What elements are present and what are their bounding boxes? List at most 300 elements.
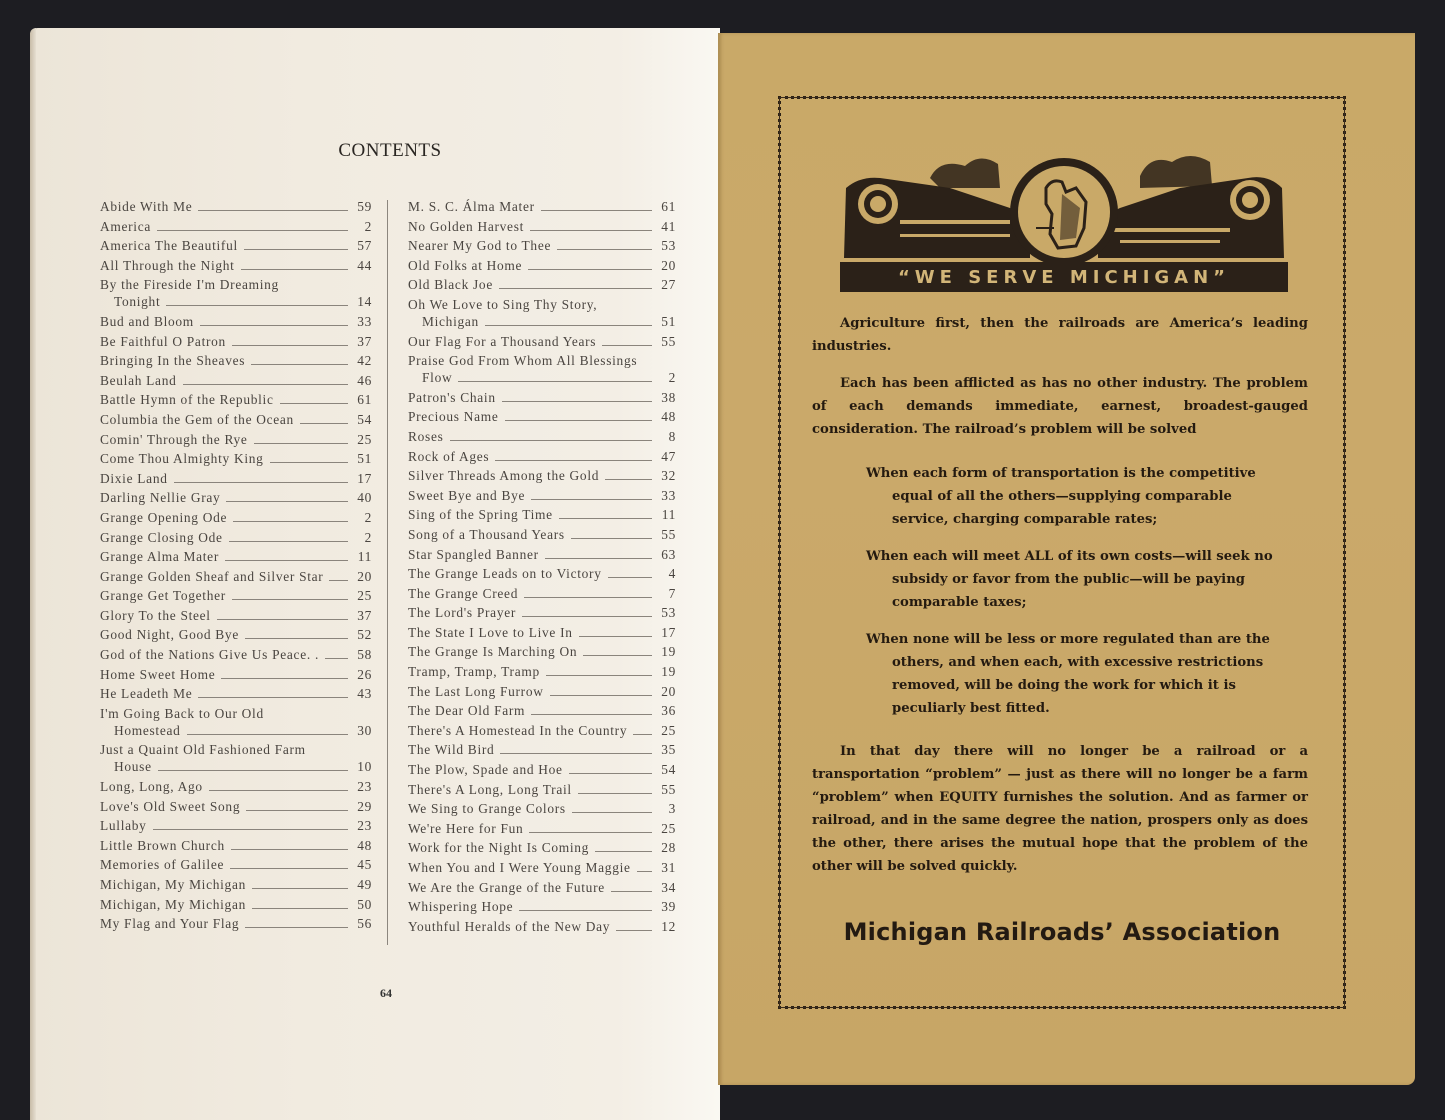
entry-title: Praise God From Whom All Blessings [408,353,638,369]
entry-title: Grange Alma Mater [100,549,219,565]
entry-page-number: 47 [661,448,676,464]
entry-title: Rock of Ages [408,448,490,464]
contents-entry [100,915,372,932]
entry-title: We Sing to Grange Colors [408,801,566,817]
contents-entry [100,333,372,350]
contents-entry [408,428,676,445]
entry-title: Bringing In the Sheaves [100,353,246,369]
contents-entry [408,487,676,504]
dot-leader [531,499,652,500]
dot-leader [158,770,348,771]
entry-title: The Wild Bird [408,742,495,758]
dot-leader [583,655,652,656]
entry-page-number: 20 [357,568,372,584]
entry-title: Comin' Through the Rye [100,431,248,447]
contents-entry [100,489,372,506]
entry-page-number: 45 [357,857,372,873]
dot-leader [450,440,653,441]
dot-leader [485,325,652,326]
dot-leader [252,908,348,909]
entry-title: Good Night, Good Bye [100,627,239,643]
dot-leader [569,773,652,774]
entry-page-number: 12 [661,918,676,934]
contents-entry [100,470,372,487]
contents-entry [408,585,676,602]
dot-leader [244,249,348,250]
entry-title: The Grange Is Marching On [408,644,578,660]
entry-title: M. S. C. Álma Mater [408,199,535,214]
entry-title: Work for the Night Is Coming [408,840,590,856]
entry-page-number: 40 [357,490,372,506]
contents-entry [100,391,372,408]
entry-page-number: 53 [661,605,676,621]
entry-title: Dixie Land [100,470,168,486]
entry-page-number: 17 [661,624,676,640]
dot-leader [198,697,348,698]
entry-page-number: 43 [357,686,372,702]
entry-title: No Golden Harvest [408,218,525,234]
contents-entry [100,741,372,775]
dot-leader [183,384,349,385]
dot-leader [616,930,652,931]
entry-title: When You and I Were Young Maggie [408,860,631,875]
entry-title: Sweet Bye and Bye [408,487,526,503]
entry-title: There's A Homestead In the Country [408,722,628,738]
entry-page-number: 37 [357,333,372,349]
contents-entry [100,778,372,795]
contents-entry [408,643,676,660]
contents-entry [408,604,676,621]
dot-leader [300,423,348,424]
entry-title: Patron's Chain [408,389,496,405]
entry-page-number: 25 [661,722,676,738]
dot-leader [572,812,652,813]
contents-entry [408,546,676,563]
contents-entry [408,467,676,484]
ad-paragraph-1: Agriculture first, then the railroads are America’s leading industries. [812,316,1308,354]
entry-page-number: 54 [357,411,372,427]
dot-leader [557,249,652,250]
contents-entry [100,817,372,834]
contents-entry [408,722,676,739]
entry-page-number: 48 [661,409,676,425]
contents-entry [100,876,372,893]
dot-leader [505,420,652,421]
entry-title: My Flag and Your Flag [100,916,240,932]
dot-leader [233,521,348,522]
entry-page-number: 48 [357,837,372,853]
contents-entry [100,411,372,428]
entry-title: Youthful Heralds of the New Day [408,918,611,934]
entry-title: Grange Opening Ode [100,509,228,525]
entry-title: Old Folks at Home [408,257,523,273]
entry-title-continued: Flow [422,370,453,386]
entry-title: Nearer My God to Thee [408,238,552,254]
dot-leader [229,541,348,542]
entry-title: Beulah Land [100,372,177,388]
entry-page-number: 31 [661,860,676,875]
entry-title: Precious Name [408,409,499,425]
contents-left-column [100,198,372,935]
entry-title: Grange Golden Sheaf and Silver Star [100,568,324,584]
dot-leader [595,851,652,852]
dot-leader [608,577,652,578]
contents-entry [100,313,372,330]
dot-leader [458,381,652,382]
entry-title: Lullaby [100,818,147,834]
entry-page-number: 63 [661,546,676,562]
dot-leader [245,927,348,928]
entry-page-number: 11 [661,507,676,523]
dot-leader [531,714,652,715]
entry-title: America [100,218,151,234]
contents-entry [100,352,372,369]
entry-page-number: 55 [661,333,676,349]
entry-title-continued: Homestead [114,722,181,738]
dot-leader [198,210,348,211]
contents-entry [408,761,676,778]
dot-leader [559,518,652,519]
entry-page-number: 2 [364,509,372,525]
dot-leader [232,345,348,346]
dot-leader [500,753,652,754]
dot-leader [157,230,348,231]
dot-leader [226,501,348,502]
contents-entry [408,624,676,641]
dot-leader [231,849,348,850]
entry-page-number: 33 [661,487,676,503]
contents-entry [100,198,372,215]
entry-page-number: 25 [357,588,372,604]
entry-page-number: 35 [661,742,676,758]
dot-leader [530,230,652,231]
entry-page-number: 61 [661,199,676,214]
entry-title: Abide With Me [100,199,193,214]
dot-leader [217,619,348,620]
contents-entry [408,218,676,235]
page-number: 64 [380,986,392,1000]
entry-title: Come Thou Almighty King [100,451,264,467]
entry-page-number: 19 [661,644,676,660]
dot-leader [571,538,652,539]
contents-entry [408,781,676,798]
dot-leader [230,868,348,869]
entry-page-number: 25 [357,431,372,447]
contents-entry [100,587,372,604]
entry-title: Glory To the Steel [100,607,211,623]
dot-leader [545,558,652,559]
contents-entry [100,856,372,873]
entry-title: Our Flag For a Thousand Years [408,333,597,349]
entry-title: Sing of the Spring Time [408,507,553,523]
contents-entry [100,607,372,624]
entry-page-number: 61 [357,392,372,408]
condition-2: When each will meet ALL of its own costs—will seek no subsidy or favor from the public—will be paying comparable taxes; [866,549,1273,610]
entry-page-number: 10 [357,759,372,775]
entry-page-number: 23 [357,779,372,795]
ad-paragraph-2: Each has been afflicted as has no other industry. The problem of each demands immediate, earnest, broadest-gauged consideration. The railroad’s problem will be solved [812,376,1308,437]
dot-leader [495,460,652,461]
entry-title: All Through the Night [100,257,235,273]
entry-page-number: 56 [357,916,372,932]
dot-leader [166,305,348,306]
entry-title: Roses [408,428,444,444]
contents-entry [100,666,372,683]
entry-page-number: 55 [661,781,676,797]
entry-page-number: 49 [357,877,372,892]
entry-page-number: 36 [661,703,676,719]
entry-title: Grange Get Together [100,588,226,604]
entry-title: I'm Going Back to Our Old [100,705,264,721]
contents-entry [100,218,372,235]
dot-leader [209,790,348,791]
entry-title: Battle Hymn of the Republic [100,392,274,408]
ad-paragraph-3: In that day there will no longer be a railroad or a transportation “problem” — just as there will no longer be a farm “problem” when EQUITY furnishes the solution. And as farmer or railroad, and in the same degree the nation, prospers only as does the other, there arises the mutual hope that the problem of the other will be solved quickly. [812,744,1308,874]
entry-page-number: 54 [661,762,676,778]
contents-entry [408,506,676,523]
entry-page-number: 14 [357,294,372,310]
dot-leader [187,734,348,735]
contents-entry [408,898,676,915]
contents-entry [408,859,676,876]
dot-leader [270,462,348,463]
entry-page-number: 57 [357,238,372,254]
entry-page-number: 55 [661,526,676,542]
dot-leader [325,658,348,659]
dot-leader [329,580,348,581]
entry-title: Grange Closing Ode [100,529,223,545]
contents-entry [408,918,676,935]
dot-leader [579,636,652,637]
contents-entry [408,352,676,386]
contents-entry [100,257,372,274]
entry-title: Little Brown Church [100,837,225,853]
entry-title-continued: House [114,759,152,775]
contents-entry [100,431,372,448]
entry-page-number: 3 [668,801,676,817]
dot-leader [605,479,652,480]
entry-page-number: 38 [661,389,676,405]
entry-title: Star Spangled Banner [408,546,539,562]
entry-title: The Grange Creed [408,585,519,601]
entry-title: Oh We Love to Sing Thy Story, [408,296,598,312]
entry-title: Memories of Galilee [100,857,225,873]
entry-title: The Last Long Furrow [408,683,544,699]
entry-title: We Are the Grange of the Future [408,879,605,895]
contents-entry [408,565,676,582]
contents-entry [408,879,676,896]
dot-leader [499,288,652,289]
dot-leader [602,345,652,346]
entry-title: We're Here for Fun [408,820,524,836]
dot-leader [246,810,348,811]
entry-page-number: 17 [357,470,372,486]
entry-title: Long, Long, Ago [100,779,203,795]
dot-leader [254,443,348,444]
entry-title: Silver Threads Among the Gold [408,468,600,484]
entry-page-number: 44 [357,257,372,273]
condition-3: When none will be less or more regulated than are the others, and when each, with excessive restrictions removed, will be doing the work for which it is peculiarly best fitted. [866,632,1270,716]
entry-page-number: 29 [357,798,372,814]
dot-leader [637,871,652,872]
entry-page-number: 26 [357,666,372,682]
entry-title: Home Sweet Home [100,666,216,682]
contents-entry [100,626,372,643]
entry-page-number: 37 [357,607,372,623]
dot-leader [611,891,652,892]
entry-page-number: 20 [661,683,676,699]
entry-page-number: 23 [357,818,372,834]
entry-title-continued: Tonight [114,294,161,310]
dot-leader [241,269,348,270]
entry-title: Be Faithful O Patron [100,333,226,349]
entry-title: The Grange Leads on to Victory [408,566,602,582]
entry-title: Bud and Bloom [100,313,194,329]
contents-entry [408,333,676,350]
entry-page-number: 30 [357,722,372,738]
entry-page-number: 7 [668,585,676,601]
entry-title: By the Fireside I'm Dreaming [100,277,279,293]
entry-page-number: 20 [661,257,676,273]
entry-page-number: 53 [661,238,676,254]
dot-leader [550,695,652,696]
contents-entry [408,448,676,465]
entry-title: The Plow, Spade and Hoe [408,762,563,778]
condition-1: When each form of transportation is the competitive equal of all the others—supplying comparable service, charging comparable rates; [866,466,1256,527]
entry-page-number: 2 [364,529,372,545]
contents-entry [408,276,676,293]
contents-entry [100,705,372,739]
entry-page-number: 34 [661,879,676,895]
contents-entry [100,568,372,585]
entry-title: Whispering Hope [408,899,514,915]
dot-leader [502,401,652,402]
contents-entry [100,450,372,467]
dot-leader [174,482,348,483]
entry-page-number: 46 [357,372,372,388]
dot-leader [522,616,652,617]
dot-leader [225,560,348,561]
contents-entry [100,646,372,663]
contents-entry [408,257,676,274]
contents-entry [100,529,372,546]
entry-page-number: 32 [661,468,676,484]
entry-page-number: 59 [357,199,372,214]
dot-leader [280,403,348,404]
entry-title: Song of a Thousand Years [408,526,565,542]
contents-entry [100,837,372,854]
entry-page-number: 27 [661,277,676,293]
contents-entry [408,526,676,543]
dot-leader [546,675,652,676]
entry-page-number: 51 [357,451,372,467]
locomotives-michigan-map-icon [840,148,1288,264]
contents-entry [408,683,676,700]
entry-title: Tramp, Tramp, Tramp [408,664,540,680]
contents-entry [100,798,372,815]
entry-title: Love's Old Sweet Song [100,798,241,814]
contents-entry [408,389,676,406]
contents-entry [100,509,372,526]
dot-leader [578,793,652,794]
entry-page-number: 39 [661,899,676,915]
entry-page-number: 2 [364,218,372,234]
entry-title: He Leadeth Me [100,686,193,702]
entry-title: Columbia the Gem of the Ocean [100,411,294,427]
dot-leader [528,269,652,270]
contents-right-column [408,198,676,937]
entry-title: There's A Long, Long Trail [408,781,572,797]
entry-title: America The Beautiful [100,238,238,254]
entry-title: Darling Nellie Gray [100,490,221,506]
contents-entry [408,198,676,215]
contents-entry [408,741,676,758]
entry-page-number: 51 [661,313,676,329]
contents-entry [100,685,372,702]
contents-entry [408,800,676,817]
contents-entry [408,408,676,425]
contents-entry [408,663,676,680]
dot-leader [232,599,348,600]
dot-leader [200,325,348,326]
entry-page-number: 41 [661,218,676,234]
entry-title: The Lord's Prayer [408,605,517,621]
entry-page-number: 42 [357,353,372,369]
dot-leader [251,364,348,365]
entry-page-number: 11 [357,549,372,565]
entry-page-number: 28 [661,840,676,856]
association-signature: Michigan Railroads’ Association [843,918,1281,946]
entry-title: God of the Nations Give Us Peace. . [100,647,319,663]
contents-entry [408,296,676,330]
contents-entry [408,237,676,254]
entry-title: The Dear Old Farm [408,703,526,719]
contents-entry [100,372,372,389]
dot-leader [519,910,652,911]
contents-entry [100,896,372,913]
entry-title: Just a Quaint Old Fashioned Farm [100,742,306,758]
we-serve-michigan-logo [840,148,1288,292]
contents-entry [100,276,372,310]
contents-entry [100,548,372,565]
dot-leader [245,638,348,639]
entry-title: Michigan, My Michigan [100,877,246,892]
entry-title: Old Black Joe [408,277,493,293]
dot-leader [153,829,348,830]
entry-page-number: 33 [357,313,372,329]
dot-leader [252,888,348,889]
entry-page-number: 19 [661,664,676,680]
entry-page-number: 8 [668,428,676,444]
dot-leader [541,210,652,211]
column-divider [387,200,388,945]
entry-page-number: 52 [357,627,372,643]
dot-leader [524,597,652,598]
contents-heading: CONTENTS [338,140,442,161]
contents-entry [408,820,676,837]
dot-leader [529,832,652,833]
entry-page-number: 2 [668,370,676,386]
entry-page-number: 25 [661,820,676,836]
logo-banner-text: “WE SERVE MICHIGAN” [840,262,1288,292]
contents-entry [408,702,676,719]
contents-entry [408,839,676,856]
entry-title-continued: Michigan [422,313,479,329]
entry-title: Michigan, My Michigan [100,896,246,912]
entry-page-number: 58 [357,647,372,663]
dot-leader [221,678,348,679]
dot-leader [633,734,652,735]
